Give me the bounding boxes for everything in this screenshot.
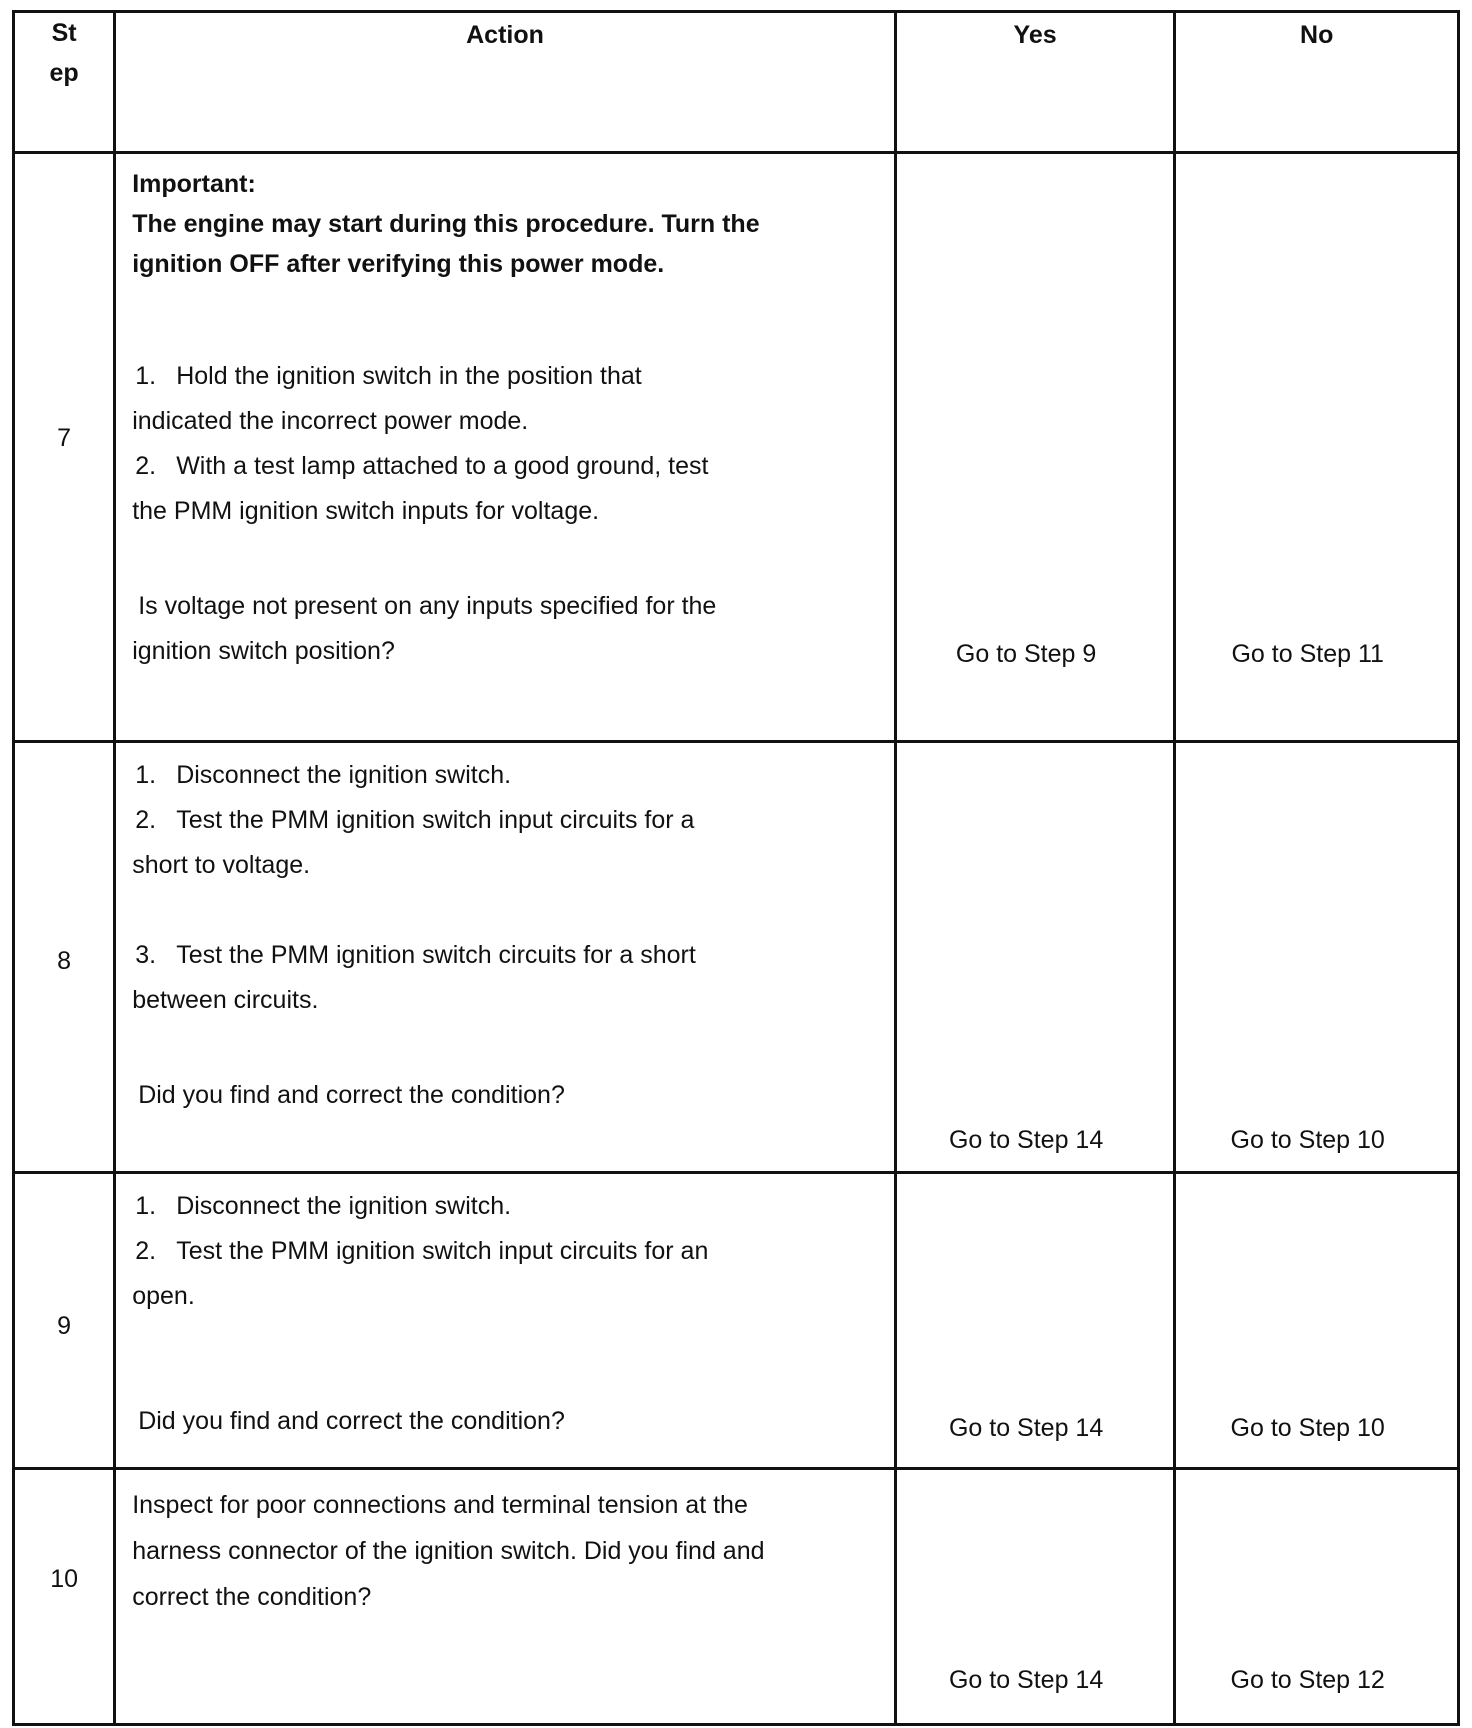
yes-cell bbox=[895, 1173, 1175, 1469]
step-header-line-2: ep bbox=[49, 59, 79, 87]
question-text: Did you find and correct the condition? bbox=[138, 1081, 565, 1109]
procedure-steps bbox=[132, 354, 880, 534]
action-cell bbox=[115, 153, 896, 742]
list-item: 3. Test the PMM ignition switch circuits for a short bbox=[135, 941, 696, 969]
important-text-line-1: The engine may start during this procedure. Turn the bbox=[132, 210, 760, 238]
action-paragraph: Inspect for poor connections and terminal tension at the harness connector of the ignition switch. Did you find and correct the condition? bbox=[132, 1491, 765, 1611]
step-number: 7 bbox=[57, 424, 72, 452]
yes-cell bbox=[895, 1469, 1175, 1725]
yes-cell bbox=[895, 742, 1175, 1173]
table-row-step-9 bbox=[14, 1173, 1459, 1469]
question-text: Is voltage not present on any inputs specified for the ignition switch position? bbox=[132, 592, 717, 665]
step-number: 8 bbox=[57, 947, 72, 975]
no-result: Go to Step 10 bbox=[1230, 1414, 1385, 1442]
action-cell bbox=[115, 742, 896, 1173]
procedure-steps bbox=[132, 1184, 880, 1319]
important-text-line-2: ignition OFF after verifying this power mode. bbox=[132, 250, 665, 278]
list-item-continuation: indicated the incorrect power mode. bbox=[132, 407, 529, 435]
step-header-line-1: St bbox=[51, 19, 77, 47]
list-item: 2. Test the PMM ignition switch input circuits for an bbox=[135, 1237, 709, 1265]
no-cell bbox=[1175, 1469, 1459, 1725]
list-item-continuation: between circuits. bbox=[132, 986, 319, 1014]
action-cell bbox=[115, 1173, 896, 1469]
table-row-step-8 bbox=[14, 742, 1459, 1173]
yes-result: Go to Step 9 bbox=[955, 640, 1097, 668]
list-item: 2. Test the PMM ignition switch input circuits for a bbox=[135, 806, 695, 834]
list-item: 2. With a test lamp attached to a good ground, test bbox=[135, 452, 709, 480]
yes-result: Go to Step 14 bbox=[948, 1414, 1104, 1442]
no-cell bbox=[1175, 153, 1459, 742]
document-page bbox=[12, 10, 1460, 1728]
no-result: Go to Step 11 bbox=[1231, 640, 1384, 668]
no-result: Go to Step 10 bbox=[1230, 1126, 1385, 1154]
important-label: Important: bbox=[132, 170, 256, 198]
list-item-continuation: the PMM ignition switch inputs for voltage. bbox=[132, 497, 600, 525]
list-item-continuation: open. bbox=[132, 1282, 195, 1310]
important-note bbox=[132, 164, 880, 284]
step-cell bbox=[14, 742, 115, 1173]
no-result: Go to Step 12 bbox=[1230, 1666, 1385, 1694]
diagnostic-table bbox=[12, 10, 1460, 1726]
yes-column-header: Yes bbox=[895, 12, 1175, 153]
list-item-continuation: short to voltage. bbox=[132, 851, 311, 879]
yes-result: Go to Step 14 bbox=[948, 1126, 1104, 1154]
no-cell bbox=[1175, 742, 1459, 1173]
table-row-step-10 bbox=[14, 1469, 1459, 1725]
list-item: 1. Hold the ignition switch in the position that bbox=[135, 362, 642, 390]
question-text: Did you find and correct the condition? bbox=[138, 1407, 565, 1435]
step-cell bbox=[14, 1173, 115, 1469]
step-column-header bbox=[14, 12, 115, 153]
yes-result: Go to Step 14 bbox=[948, 1666, 1104, 1694]
action-cell bbox=[115, 1469, 896, 1725]
step-number: 9 bbox=[57, 1312, 72, 1340]
spacer bbox=[132, 888, 880, 933]
procedure-steps bbox=[132, 753, 880, 1023]
step-cell bbox=[14, 1469, 115, 1725]
list-item: 1. Disconnect the ignition switch. bbox=[135, 761, 512, 789]
table-row-step-7 bbox=[14, 153, 1459, 742]
action-column-header: Action bbox=[115, 12, 896, 153]
yes-cell bbox=[895, 153, 1175, 742]
table-header-row bbox=[14, 12, 1459, 153]
no-column-header: No bbox=[1175, 12, 1459, 153]
list-item: 1. Disconnect the ignition switch. bbox=[135, 1192, 512, 1220]
no-cell bbox=[1175, 1173, 1459, 1469]
step-number: 10 bbox=[50, 1565, 78, 1593]
step-cell bbox=[14, 153, 115, 742]
